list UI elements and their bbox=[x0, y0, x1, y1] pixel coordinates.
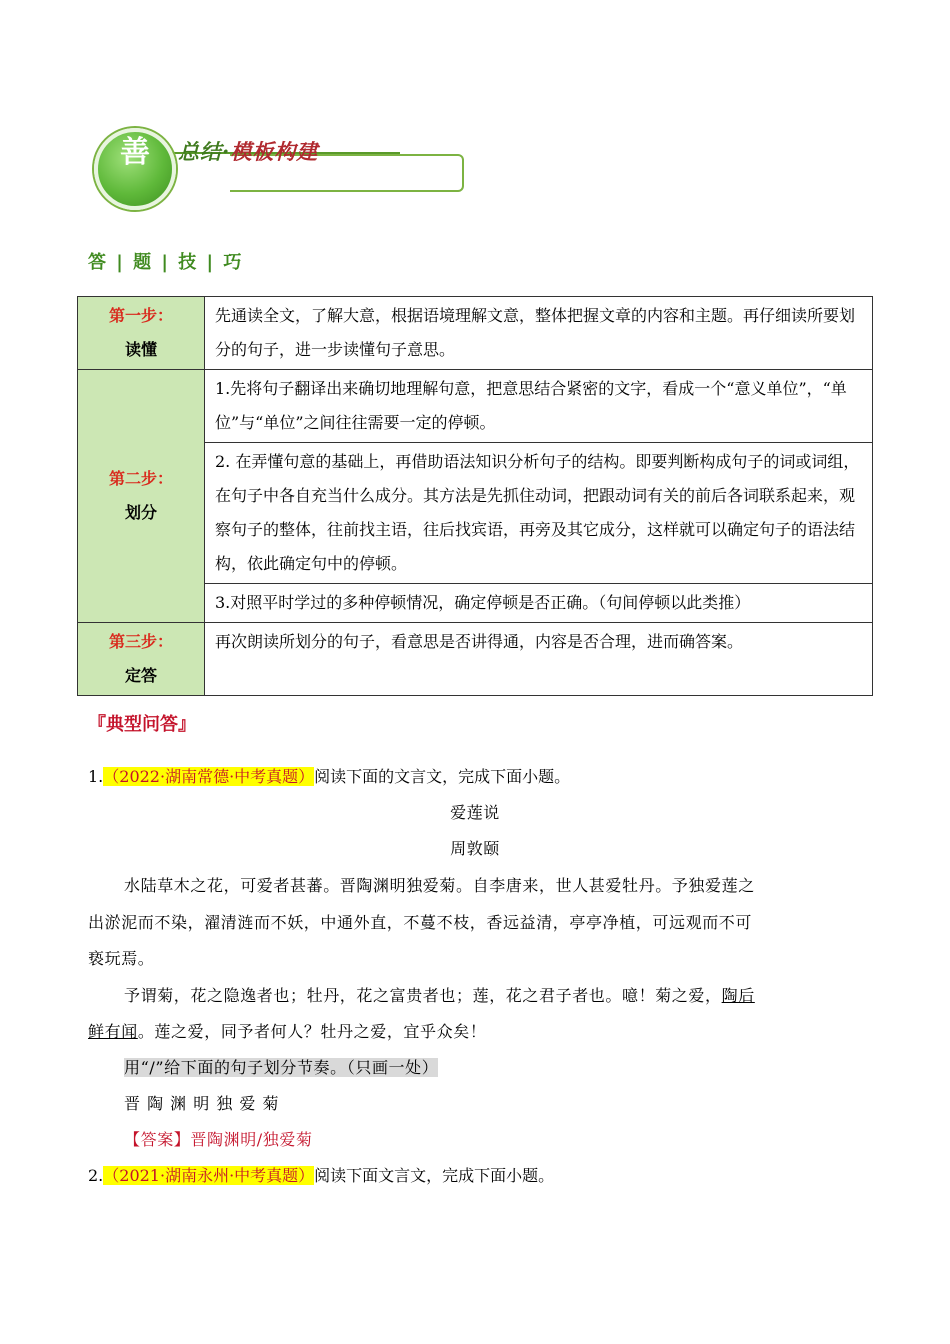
step-text: 2. 在弄懂句意的基础上，再借助语法知识分析句子的结构。即要判断构成句子的词或词组，在句子中各自充当什么成分。其方法是先抓住动词，把跟动词有关的前后各词联系起来，观察句子的整体，往前找主语，往后找宾语，再旁及其它成分，这样就可以确定句子的语法结构，依此确定句中的停顿。 bbox=[205, 443, 873, 584]
step-name: 划分 bbox=[124, 503, 157, 522]
task-line bbox=[124, 1055, 438, 1078]
step-label bbox=[78, 623, 205, 696]
task-text: 用“/”给下面的句子划分节奏。（只画一处） bbox=[124, 1058, 439, 1077]
essay-underlined: 鲜有闻 bbox=[88, 1022, 138, 1041]
answer-line bbox=[124, 1127, 313, 1150]
badge-title-part2: 模板构建 bbox=[230, 139, 319, 164]
essay-underlined: 陶后 bbox=[721, 986, 755, 1005]
badge-title bbox=[178, 136, 318, 166]
step-text: 再次朗读所划分的句子，看意思是否讲得通，内容是否合理，进而确答案。 bbox=[205, 623, 873, 696]
question-2-header bbox=[88, 1163, 554, 1186]
question-1-header bbox=[88, 764, 570, 787]
badge-char: 善 bbox=[120, 135, 150, 170]
essay-title: 爱莲说 bbox=[450, 803, 500, 822]
step-number: 第一步： bbox=[108, 306, 173, 325]
typical-heading: 『典型问答』 bbox=[88, 714, 196, 735]
step-row-2 bbox=[78, 370, 873, 443]
answer-label: 【答案】 bbox=[124, 1130, 191, 1149]
question-number: 2. bbox=[88, 1166, 104, 1185]
badge-title-part1: 总结· bbox=[178, 139, 231, 164]
step-row-3 bbox=[78, 623, 873, 696]
skill-heading: 答 | 题 | 技 | 巧 bbox=[88, 252, 244, 273]
answer-text: 晋陶渊明/独爱菊 bbox=[190, 1130, 313, 1149]
essay-line: 出淤泥而不染，濯清涟而不妖，中通外直，不蔓不枝，香远益清，亭亭净植，可远观而不可 bbox=[88, 913, 753, 932]
essay-line: 水陆草木之花，可爱者甚蕃。晋陶渊明独爱菊。自李唐来，世人甚爱牡丹。予独爱莲之 bbox=[124, 876, 755, 895]
step-label bbox=[78, 297, 205, 370]
step-text: 3.对照平时学过的多种停顿情况，确定停顿是否正确。（句间停顿以此类推） bbox=[205, 584, 873, 623]
step-text: 1.先将句子翻译出来确切地理解句意，把意思结合紧密的文字，看成一个“意义单位”，“单位”与“单位”之间往往需要一定的停顿。 bbox=[205, 370, 873, 443]
step-text: 先通读全文，了解大意，根据语境理解文意，整体把握文章的内容和主题。再仔细读所要划分的句子，进一步读懂句子意思。 bbox=[205, 297, 873, 370]
essay-text: 予谓菊，花之隐逸者也；牡丹，花之富贵者也；莲，花之君子者也。噫！菊之爱， bbox=[124, 986, 722, 1005]
question-source: （2021·湖南永州·中考真题） bbox=[103, 1166, 315, 1185]
question-prompt: 阅读下面的文言文，完成下面小题。 bbox=[314, 767, 571, 786]
essay-author: 周敦颐 bbox=[450, 839, 500, 858]
essay-line bbox=[88, 1019, 486, 1042]
essay-line: 亵玩焉。 bbox=[88, 949, 155, 968]
step-row-1 bbox=[78, 297, 873, 370]
task-sentence: 晋 陶 渊 明 独 爱 菊 bbox=[124, 1094, 280, 1113]
step-number: 第二步： bbox=[108, 469, 173, 488]
section-badge bbox=[90, 122, 390, 202]
steps-table bbox=[77, 296, 873, 696]
question-prompt: 阅读下面文言文，完成下面小题。 bbox=[314, 1166, 555, 1185]
question-number: 1. bbox=[88, 767, 104, 786]
step-name: 读懂 bbox=[124, 340, 157, 359]
step-label bbox=[78, 370, 205, 623]
essay-line bbox=[124, 983, 755, 1006]
question-source: （2022·湖南常德·中考真题） bbox=[103, 767, 315, 786]
step-name: 定答 bbox=[124, 666, 157, 685]
step-number: 第三步： bbox=[108, 632, 173, 651]
essay-text: 。莲之爱，同予者何人？牡丹之爱，宜乎众矣！ bbox=[137, 1022, 487, 1041]
